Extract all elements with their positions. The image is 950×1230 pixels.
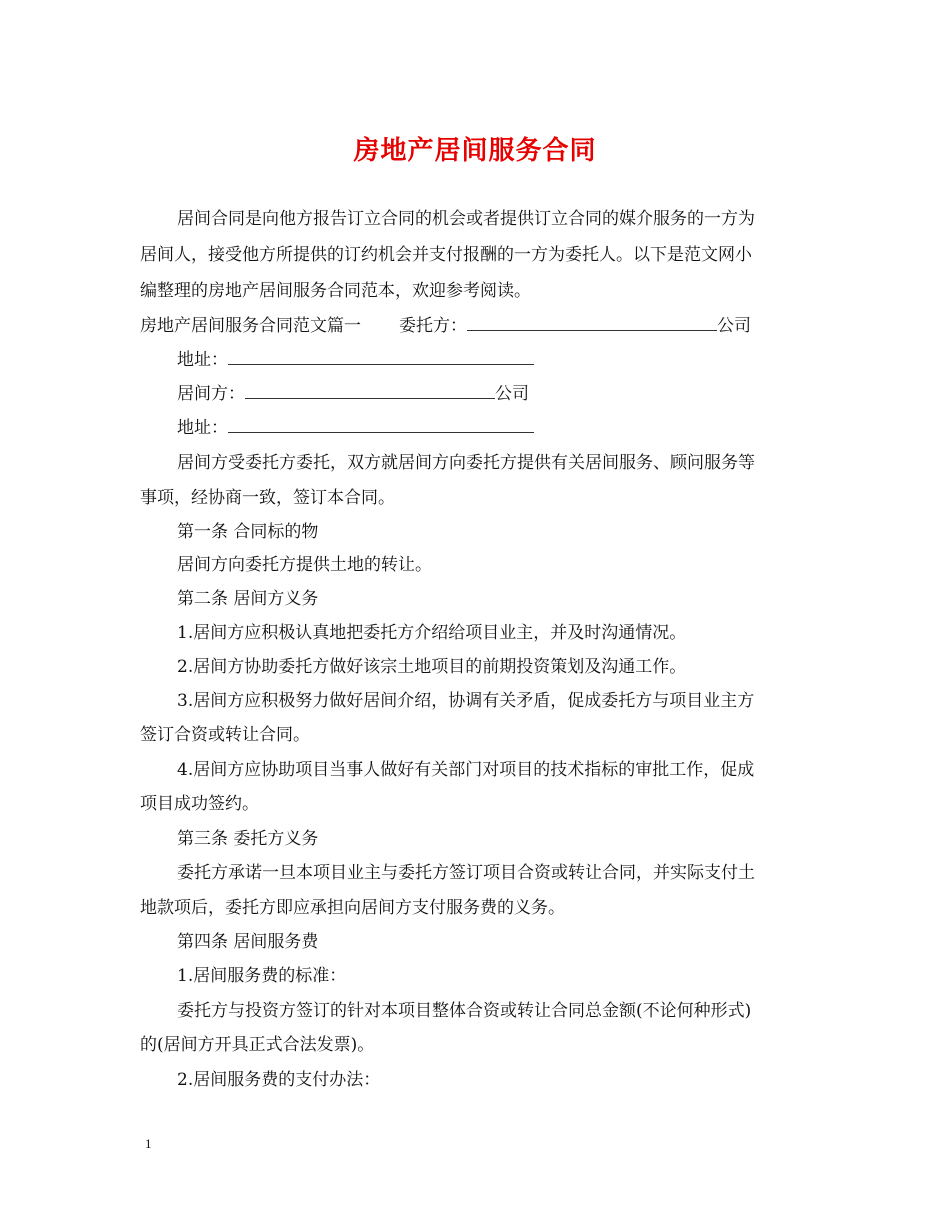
body-line: 1.居间服务费的标准： <box>177 966 347 986</box>
intermediary-blank <box>245 382 495 399</box>
company-suffix: 公司 <box>717 316 751 336</box>
intro-line: 编整理的房地产居间服务合同范本，欢迎参考阅读。 <box>140 281 531 301</box>
body-line: 4.居间方应协助项目当事人做好有关部门对项目的技术指标的审批工作，促成 <box>177 760 755 780</box>
address-label: 地址： <box>177 418 228 438</box>
intro-line: 居间合同是向他方报告订立合同的机会或者提供订立合同的媒介服务的一方为 <box>177 209 755 229</box>
body-line: 居间方受委托方委托，双方就居间方向委托方提供有关居间服务、顾问服务等 <box>177 453 755 473</box>
document-title: 房地产居间服务合同 <box>353 136 597 166</box>
body-line: 项目成功签约。 <box>140 794 259 814</box>
intermediary-label: 居间方： <box>177 384 245 404</box>
address-blank <box>228 348 534 365</box>
body-line: 2.居间服务费的支付办法： <box>177 1070 381 1090</box>
body-line: 1.居间方应积极认真地把委托方介绍给项目业主，并及时沟通情况。 <box>177 623 687 643</box>
article-heading: 第一条 合同标的物 <box>177 522 319 542</box>
intermediary-line <box>177 382 529 406</box>
intermediary-address-line <box>177 416 534 440</box>
body-line: 地款项后，委托方即应承担向居间方支付服务费的义务。 <box>140 898 565 918</box>
client-blank <box>467 314 717 331</box>
intro-line: 居间人，接受他方所提供的订约机会并支付报酬的一方为委托人。以下是范文网小 <box>140 245 752 265</box>
body-line: 委托方承诺一旦本项目业主与委托方签订项目合资或转让合同，并实际支付土 <box>177 863 755 883</box>
article-heading: 第四条 居间服务费 <box>177 932 319 952</box>
sample-heading: 房地产居间服务合同范文篇一 <box>140 316 361 336</box>
body-line: 事项，经协商一致，签订本合同。 <box>140 488 395 508</box>
body-line: 签订合资或转让合同。 <box>140 725 310 745</box>
body-line: 的(居间方开具正式合法发票)。 <box>140 1035 375 1055</box>
body-line: 2.居间方协助委托方做好该宗土地项目的前期投资策划及沟通工作。 <box>177 657 687 677</box>
client-address-line <box>177 348 534 372</box>
body-line: 委托方与投资方签订的针对本项目整体合资或转让合同总金额(不论何种形式) <box>177 1001 752 1021</box>
address-label: 地址： <box>177 350 228 370</box>
address-blank <box>228 416 534 433</box>
body-line: 3.居间方应积极努力做好居间介绍，协调有关矛盾，促成委托方与项目业主方 <box>177 691 755 711</box>
company-suffix: 公司 <box>495 384 529 404</box>
article-heading: 第三条 委托方义务 <box>177 829 319 849</box>
client-line <box>140 314 751 338</box>
article-heading: 第二条 居间方义务 <box>177 589 319 609</box>
page-number: 1 <box>145 1136 152 1151</box>
body-line: 居间方向委托方提供土地的转让。 <box>177 555 432 575</box>
client-label: 委托方： <box>399 316 467 336</box>
